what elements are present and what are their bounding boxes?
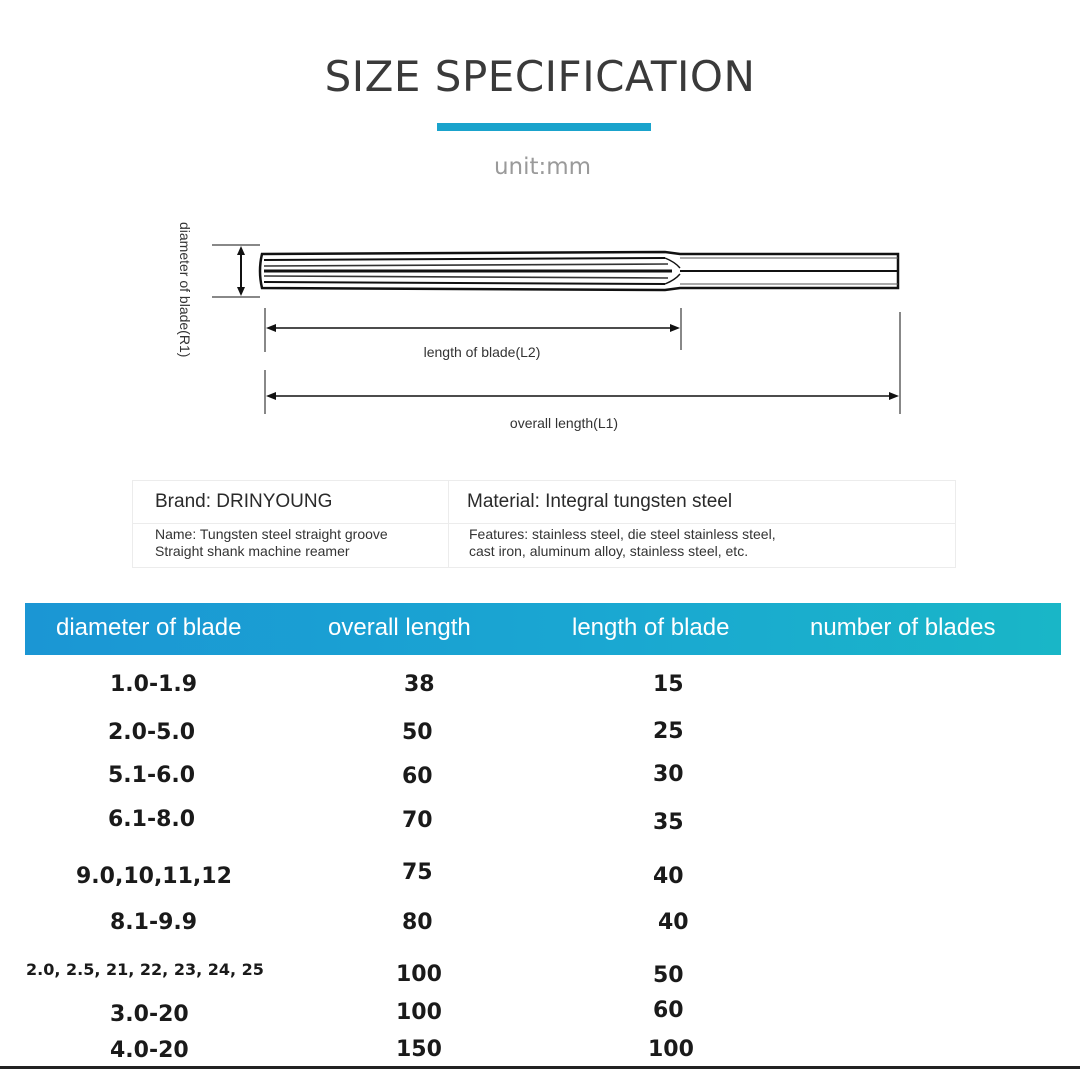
info-divider-vertical — [448, 481, 449, 567]
blade-length-cell: 40 — [653, 864, 684, 889]
product-name-line-1: Name: Tungsten steel straight groove — [155, 526, 388, 542]
diameter-label: diameter of blade(R1) — [177, 222, 193, 358]
overall-length-cell: 75 — [402, 860, 433, 885]
page-title: SIZE SPECIFICATION — [324, 52, 756, 101]
product-info-box — [132, 480, 956, 568]
overall-length-label: overall length(L1) — [509, 415, 619, 431]
overall-length-cell: 80 — [402, 910, 433, 935]
info-divider-horizontal — [133, 523, 955, 524]
unit-label: unit:mm — [493, 154, 592, 180]
blade-length-cell: 40 — [658, 910, 689, 935]
blade-length-cell: 100 — [648, 1037, 694, 1062]
diameter-cell: 4.0-20 — [110, 1038, 189, 1063]
features-line-2: cast iron, aluminum alloy, stainless steel, etc. — [469, 543, 749, 559]
blade-length-label: length of blade(L2) — [423, 344, 541, 360]
diameter-dimension — [212, 245, 260, 297]
diameter-cell: 6.1-8.0 — [108, 807, 196, 832]
diameter-cell: 2.0, 2.5, 21, 22, 23, 24, 25 — [26, 960, 264, 979]
features-line-1: Features: stainless steel, die steel stainless steel, — [469, 526, 776, 542]
diameter-cell: 5.1-6.0 — [108, 763, 196, 788]
overall-length-cell: 100 — [396, 1000, 442, 1025]
brand-text: Brand: DRINYOUNG — [155, 491, 333, 512]
diameter-cell: 3.0-20 — [110, 1002, 189, 1027]
column-header-diameter: diameter of blade — [56, 614, 242, 641]
diameter-cell: 9.0,10,11,12 — [76, 864, 232, 889]
spec-table-header — [25, 603, 1061, 655]
product-name — [155, 526, 388, 560]
blade-length-cell: 50 — [653, 963, 684, 988]
overall-length-cell: 70 — [402, 808, 433, 833]
overall-length-cell: 50 — [402, 720, 433, 745]
column-header-blade-count: number of blades — [810, 614, 996, 641]
diameter-cell: 2.0-5.0 — [108, 720, 196, 745]
product-features — [469, 526, 776, 560]
column-header-blade-length: length of blade — [572, 614, 730, 641]
product-name-line-2: Straight shank machine reamer — [155, 543, 350, 559]
overall-length-cell: 100 — [396, 962, 442, 987]
title-accent-bar — [437, 123, 651, 131]
reamer-drawing — [260, 252, 898, 290]
diameter-cell: 8.1-9.9 — [110, 910, 198, 935]
column-header-overall-length: overall length — [328, 614, 471, 641]
overall-length-cell: 38 — [404, 672, 435, 697]
material-text: Material: Integral tungsten steel — [467, 491, 733, 512]
blade-length-cell: 35 — [653, 810, 684, 835]
reamer-dimension-diagram — [160, 210, 920, 450]
blade-length-cell: 15 — [653, 672, 684, 697]
blade-length-cell: 30 — [653, 762, 684, 787]
blade-length-cell: 60 — [653, 998, 684, 1023]
overall-length-cell: 60 — [402, 764, 433, 789]
overall-length-cell: 150 — [396, 1037, 442, 1062]
blade-length-cell: 25 — [653, 719, 684, 744]
diameter-cell: 1.0-1.9 — [110, 672, 198, 697]
